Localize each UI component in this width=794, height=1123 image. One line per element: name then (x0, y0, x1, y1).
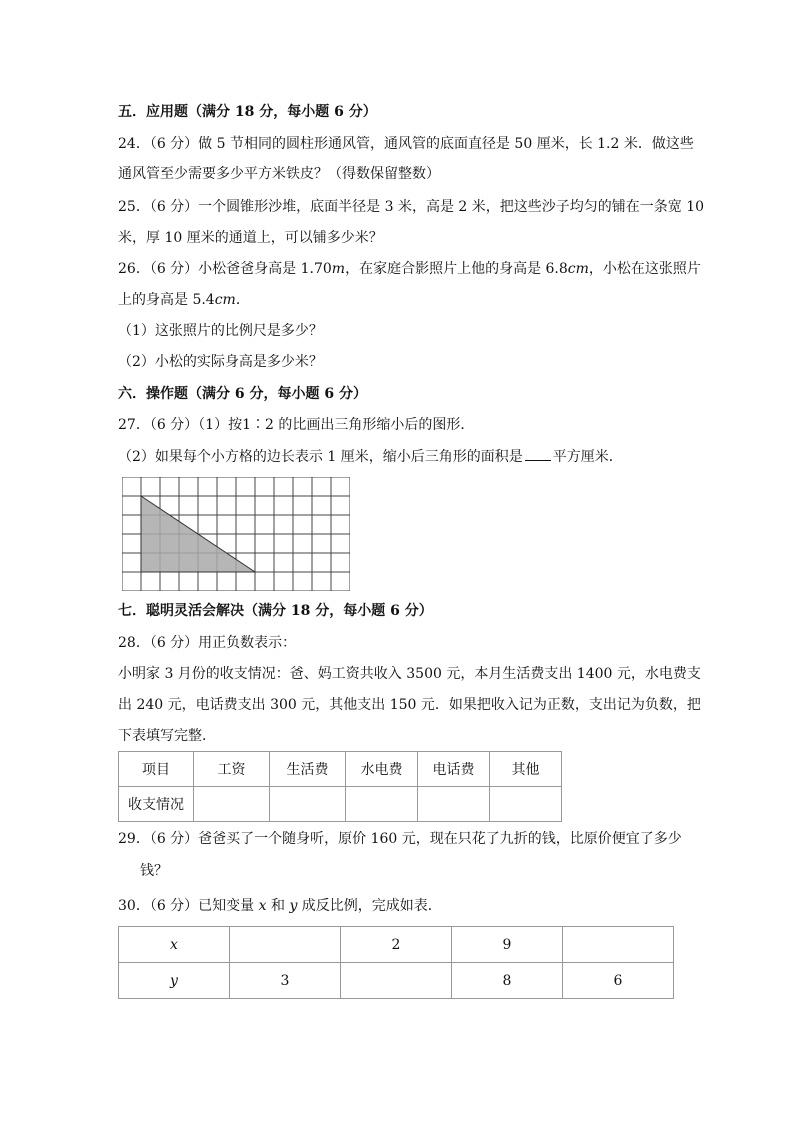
table-row-y (119, 963, 674, 999)
table-cell[interactable]: 6 (563, 963, 674, 999)
answer-cell[interactable] (418, 787, 490, 822)
inverse-proportion-table (118, 926, 674, 999)
table-header-cell: 电话费 (418, 752, 490, 787)
row-label-x: x (119, 927, 230, 963)
q30-text-a: 30．（6 分）已知变量 (118, 898, 259, 914)
q28-line3: 出 240 元，电话费支出 300 元，其他支出 150 元．如果把收入记为正数，支出记为负数，把 (118, 697, 701, 713)
answer-blank[interactable] (525, 446, 551, 461)
table-header-cell: 项目 (119, 752, 194, 787)
q26-sub2: （2）小松的实际身高是多少米？ (118, 354, 323, 370)
table-cell[interactable]: 3 (230, 963, 341, 999)
q27-text-a: （2）如果每个小方格的边长表示 1 厘米，缩小后三角形的面积是 (118, 449, 523, 465)
answer-cell[interactable] (194, 787, 270, 822)
row-label-y: y (119, 963, 230, 999)
table-cell[interactable] (341, 963, 452, 999)
table-cell[interactable] (563, 927, 674, 963)
q26-text-a: 26．（6 分）小松爸爸身高是 1.70 (118, 261, 332, 277)
q28-line4: 下表填写完整． (118, 728, 216, 744)
section-6-heading: 六．操作题（满分 6 分，每小题 6 分） (118, 386, 367, 402)
q26-line2 (118, 290, 250, 310)
row-label: 收支情况 (119, 787, 194, 822)
table-row-x (119, 927, 674, 963)
q30-line1 (118, 896, 442, 916)
section-7-heading: 七．聪明灵活会解决（满分 18 分，每小题 6 分） (118, 603, 433, 619)
section-5-heading: 五．应用题（满分 18 分，每小题 6 分） (118, 104, 377, 120)
unit-m: m (331, 261, 346, 277)
table-cell[interactable]: 2 (341, 927, 452, 963)
table-cell[interactable]: 9 (452, 927, 563, 963)
q26-text-d: 上的身高是 5.4 (118, 292, 215, 308)
table-header-cell: 其他 (490, 752, 562, 787)
variable-y: y (289, 898, 298, 914)
answer-cell[interactable] (346, 787, 418, 822)
q26-text-c: ，小松在这张照片 (588, 261, 701, 277)
q30-text-b: 和 (266, 898, 290, 914)
q29-line2: 钱？ (140, 863, 168, 879)
table-header-row (119, 752, 562, 787)
q26-text-e: ． (235, 292, 250, 308)
income-expense-table (118, 751, 562, 822)
table-row (119, 787, 562, 822)
unit-cm: cm (214, 292, 236, 308)
table-header-cell: 水电费 (346, 752, 418, 787)
q24-line1: 24．（6 分）做 5 节相同的圆柱形通风管，通风管的底面直径是 50 厘米，长 1.2 米．做这些 (118, 136, 694, 152)
variable-x: x (258, 898, 267, 914)
answer-cell[interactable] (270, 787, 346, 822)
q27-line1: 27．（6 分）（1）按1∶2 的比画出三角形缩小后的图形． (118, 417, 475, 433)
square-grid-figure (122, 477, 350, 591)
q30-text-c: 成反比例，完成如表． (297, 898, 442, 914)
q28-line1: 28．（6 分）用正负数表示： (118, 635, 297, 651)
answer-cell[interactable] (490, 787, 562, 822)
table-header-cell: 生活费 (270, 752, 346, 787)
table-header-cell: 工资 (194, 752, 270, 787)
q25-line1: 25．（6 分）一个圆锥形沙堆，底面半径是 3 米，高是 2 米，把这些沙子均匀的铺在一条宽 10 (118, 199, 705, 215)
q27-line2 (118, 446, 623, 467)
unit-cm: cm (567, 261, 589, 277)
q26-sub1: （1）这张照片的比例尺是多少？ (118, 323, 323, 339)
q28-line2: 小明家 3 月份的收支情况：爸、妈工资共收入 3500 元，本月生活费支出 1400 元，水电费支 (118, 666, 701, 682)
q26-text-b: ，在家庭合影照片上他的身高是 6.8 (345, 261, 568, 277)
q29-line1: 29．（6 分）爸爸买了一个随身听，原价 160 元，现在只花了九折的钱，比原价便宜了多少 (118, 831, 682, 847)
q25-line2: 米，厚 10 厘米的通道上，可以铺多少米？ (118, 230, 383, 246)
table-cell[interactable]: 8 (452, 963, 563, 999)
table-cell[interactable] (230, 927, 341, 963)
q26-line1 (118, 259, 701, 279)
q24-line2: 通风管至少需要多少平方米铁皮？（得数保留整数） (118, 166, 440, 182)
q27-text-b: 平方厘米． (552, 449, 623, 465)
